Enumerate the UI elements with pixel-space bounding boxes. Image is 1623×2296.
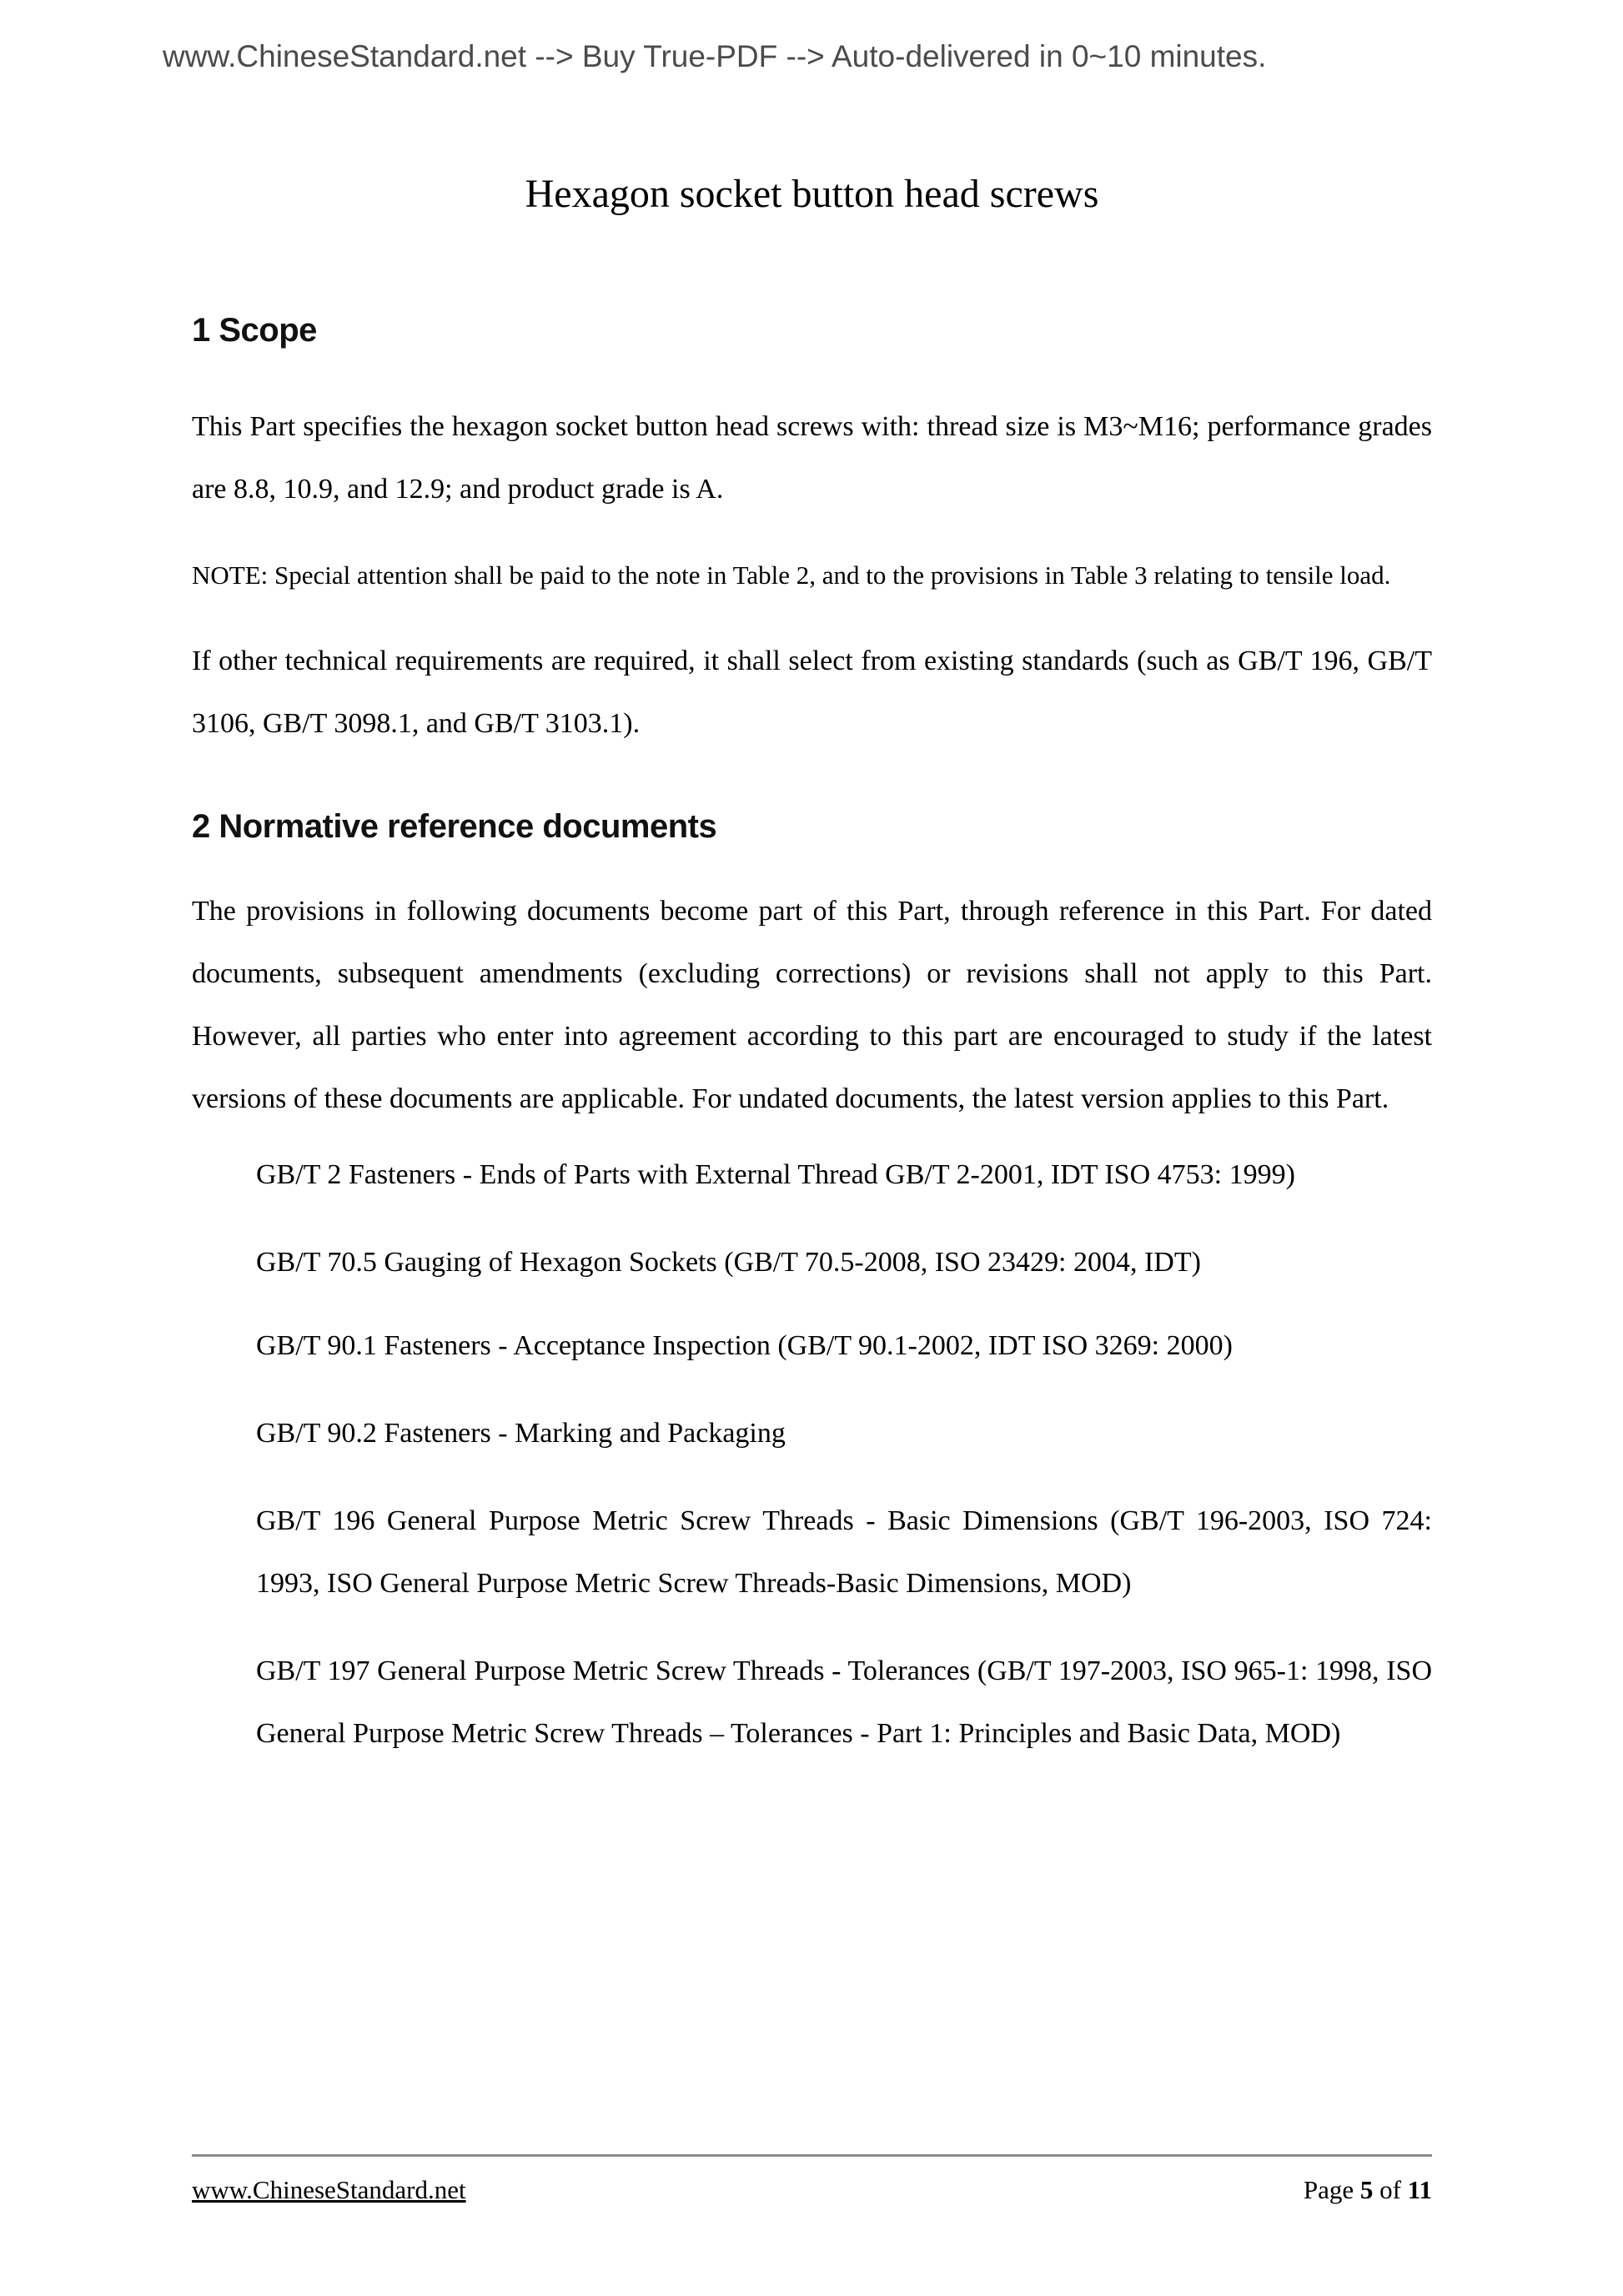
reference-item: GB/T 2 Fasteners - Ends of Parts with External Thread GB/T 2-2001, IDT ISO 4753: 1999) [256, 1159, 1295, 1190]
reference-item: GB/T 70.5 Gauging of Hexagon Sockets (GB/T 70.5-2008, ISO 23429: 2004, IDT) [256, 1247, 1201, 1278]
footer-page-prefix: Page [1303, 2175, 1360, 2204]
document-title: Hexagon socket button head screws [525, 172, 1099, 216]
normative-intro-paragraph: The provisions in following documents become part of this Part, through reference in this Part. For dated documents, subsequent amendments (excluding corrections) or revisions shall not apply to this Part. However, all parties who enter into agreement according to this part are encouraged to study if the latest versions of these documents are applicable. For undated documents, the latest version applies to this Part. [192, 896, 1432, 1114]
footer-site-link[interactable]: www.ChineseStandard.net [192, 2175, 466, 2204]
footer-page-indicator [1304, 2170, 1432, 2210]
reference-item: GB/T 90.1 Fasteners - Acceptance Inspection (GB/T 90.1-2002, IDT ISO 3269: 2000) [256, 1330, 1233, 1361]
reference-item: GB/T 196 General Purpose Metric Screw Threads - Basic Dimensions (GB/T 196-2003, ISO 724: 1993, ISO General Purpose Metric Screw Threads-Basic Dimensions, MOD) [256, 1505, 1432, 1599]
footer-page-total: 11 [1407, 2175, 1432, 2204]
page-header-text: www.ChineseStandard.net --> Buy True-PDF --> Auto-delivered in 0~10 minutes. [163, 39, 1267, 73]
page-footer [192, 2170, 1432, 2210]
reference-item: GB/T 90.2 Fasteners - Marking and Packaging [256, 1418, 786, 1449]
footer-divider [192, 2154, 1432, 2157]
scope-paragraph: This Part specifies the hexagon socket button head screws with: thread size is M3~M16; performance grades are 8.8, 10.9, and 12.9; and product grade is A. [192, 411, 1432, 505]
section-heading-scope: 1 Scope [192, 312, 317, 349]
scope-note-paragraph: NOTE: Special attention shall be paid to the note in Table 2, and to the provisions in Table 3 relating to tensile load. [192, 560, 1391, 590]
document-content [192, 0, 1432, 1765]
reference-item: GB/T 197 General Purpose Metric Screw Threads - Tolerances (GB/T 197-2003, ISO 965-1: 1998, ISO General Purpose Metric Screw Threads – Tolerances - Part 1: Principles and Basic Data, MOD) [256, 1655, 1432, 1749]
footer-of-label: of [1373, 2175, 1408, 2204]
section-heading-normative-references: 2 Normative reference documents [192, 808, 717, 845]
scope-paragraph-2: If other technical requirements are required, it shall select from existing standards (such as GB/T 196, GB/T 3106, GB/T 3098.1, and GB/T 3103.1). [192, 646, 1432, 739]
footer-page-number: 5 [1359, 2175, 1374, 2204]
